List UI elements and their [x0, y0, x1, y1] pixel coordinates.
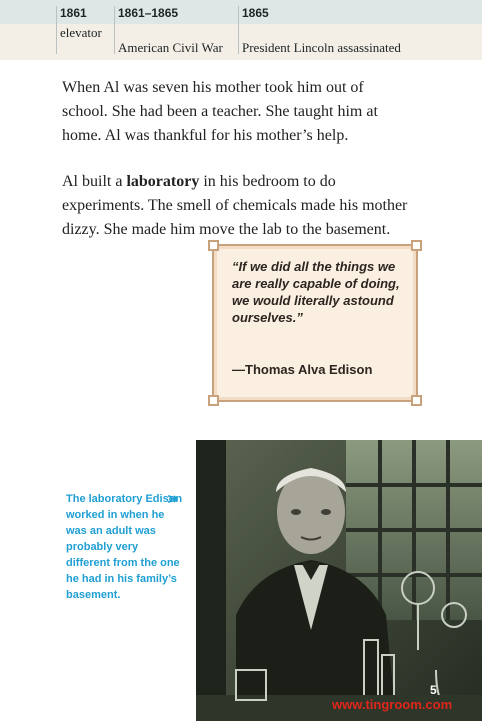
quote-box	[212, 244, 418, 402]
timeline-year-3: 1865	[242, 6, 269, 20]
quote-corner-decoration	[208, 240, 219, 251]
quote-corner-decoration	[208, 395, 219, 406]
caption-text: The laboratory Edison worked in when he was an adult was probably very different from the one he had in his family’s basement.	[66, 493, 183, 601]
timeline-tick	[114, 6, 115, 54]
timeline-tick	[56, 6, 57, 54]
timeline-year-1: 1861	[60, 6, 87, 20]
body-paragraph-2	[62, 170, 412, 242]
timeline-tick	[238, 6, 239, 54]
timeline-year-2: 1861–1865	[118, 6, 179, 20]
photo-edison-laboratory	[196, 440, 482, 721]
quote-corner-decoration	[411, 240, 422, 251]
timeline-event-3: President Lincoln assassinated	[242, 40, 401, 55]
timeline-event-1: elevator	[60, 25, 102, 40]
arrow-right-icon	[166, 493, 178, 505]
quote-attribution: —Thomas Alva Edison	[232, 362, 373, 377]
timeline-header	[0, 0, 482, 60]
para2-text-pre: Al built a	[62, 173, 127, 190]
keyword-laboratory: laboratory	[126, 173, 200, 190]
timeline-event-2: American Civil War	[118, 40, 223, 55]
quote-text: “If we did all the things we are really capable of doing, we would literally astound ourselves.”	[232, 259, 400, 325]
page-number: 5	[430, 683, 437, 697]
para2-text-post: in his bedroom to do experiments. The smell of chemicals made his mother dizzy. She made him move the lab to the basement.	[62, 173, 408, 238]
quote-corner-decoration	[411, 395, 422, 406]
body-paragraph-1: When Al was seven his mother took him out of school. She had been a teacher. She taught him at home. Al was thankful for his mother’s help.	[62, 79, 378, 144]
watermark-text: www.tingroom.com	[332, 697, 453, 712]
photo-caption	[66, 491, 184, 603]
